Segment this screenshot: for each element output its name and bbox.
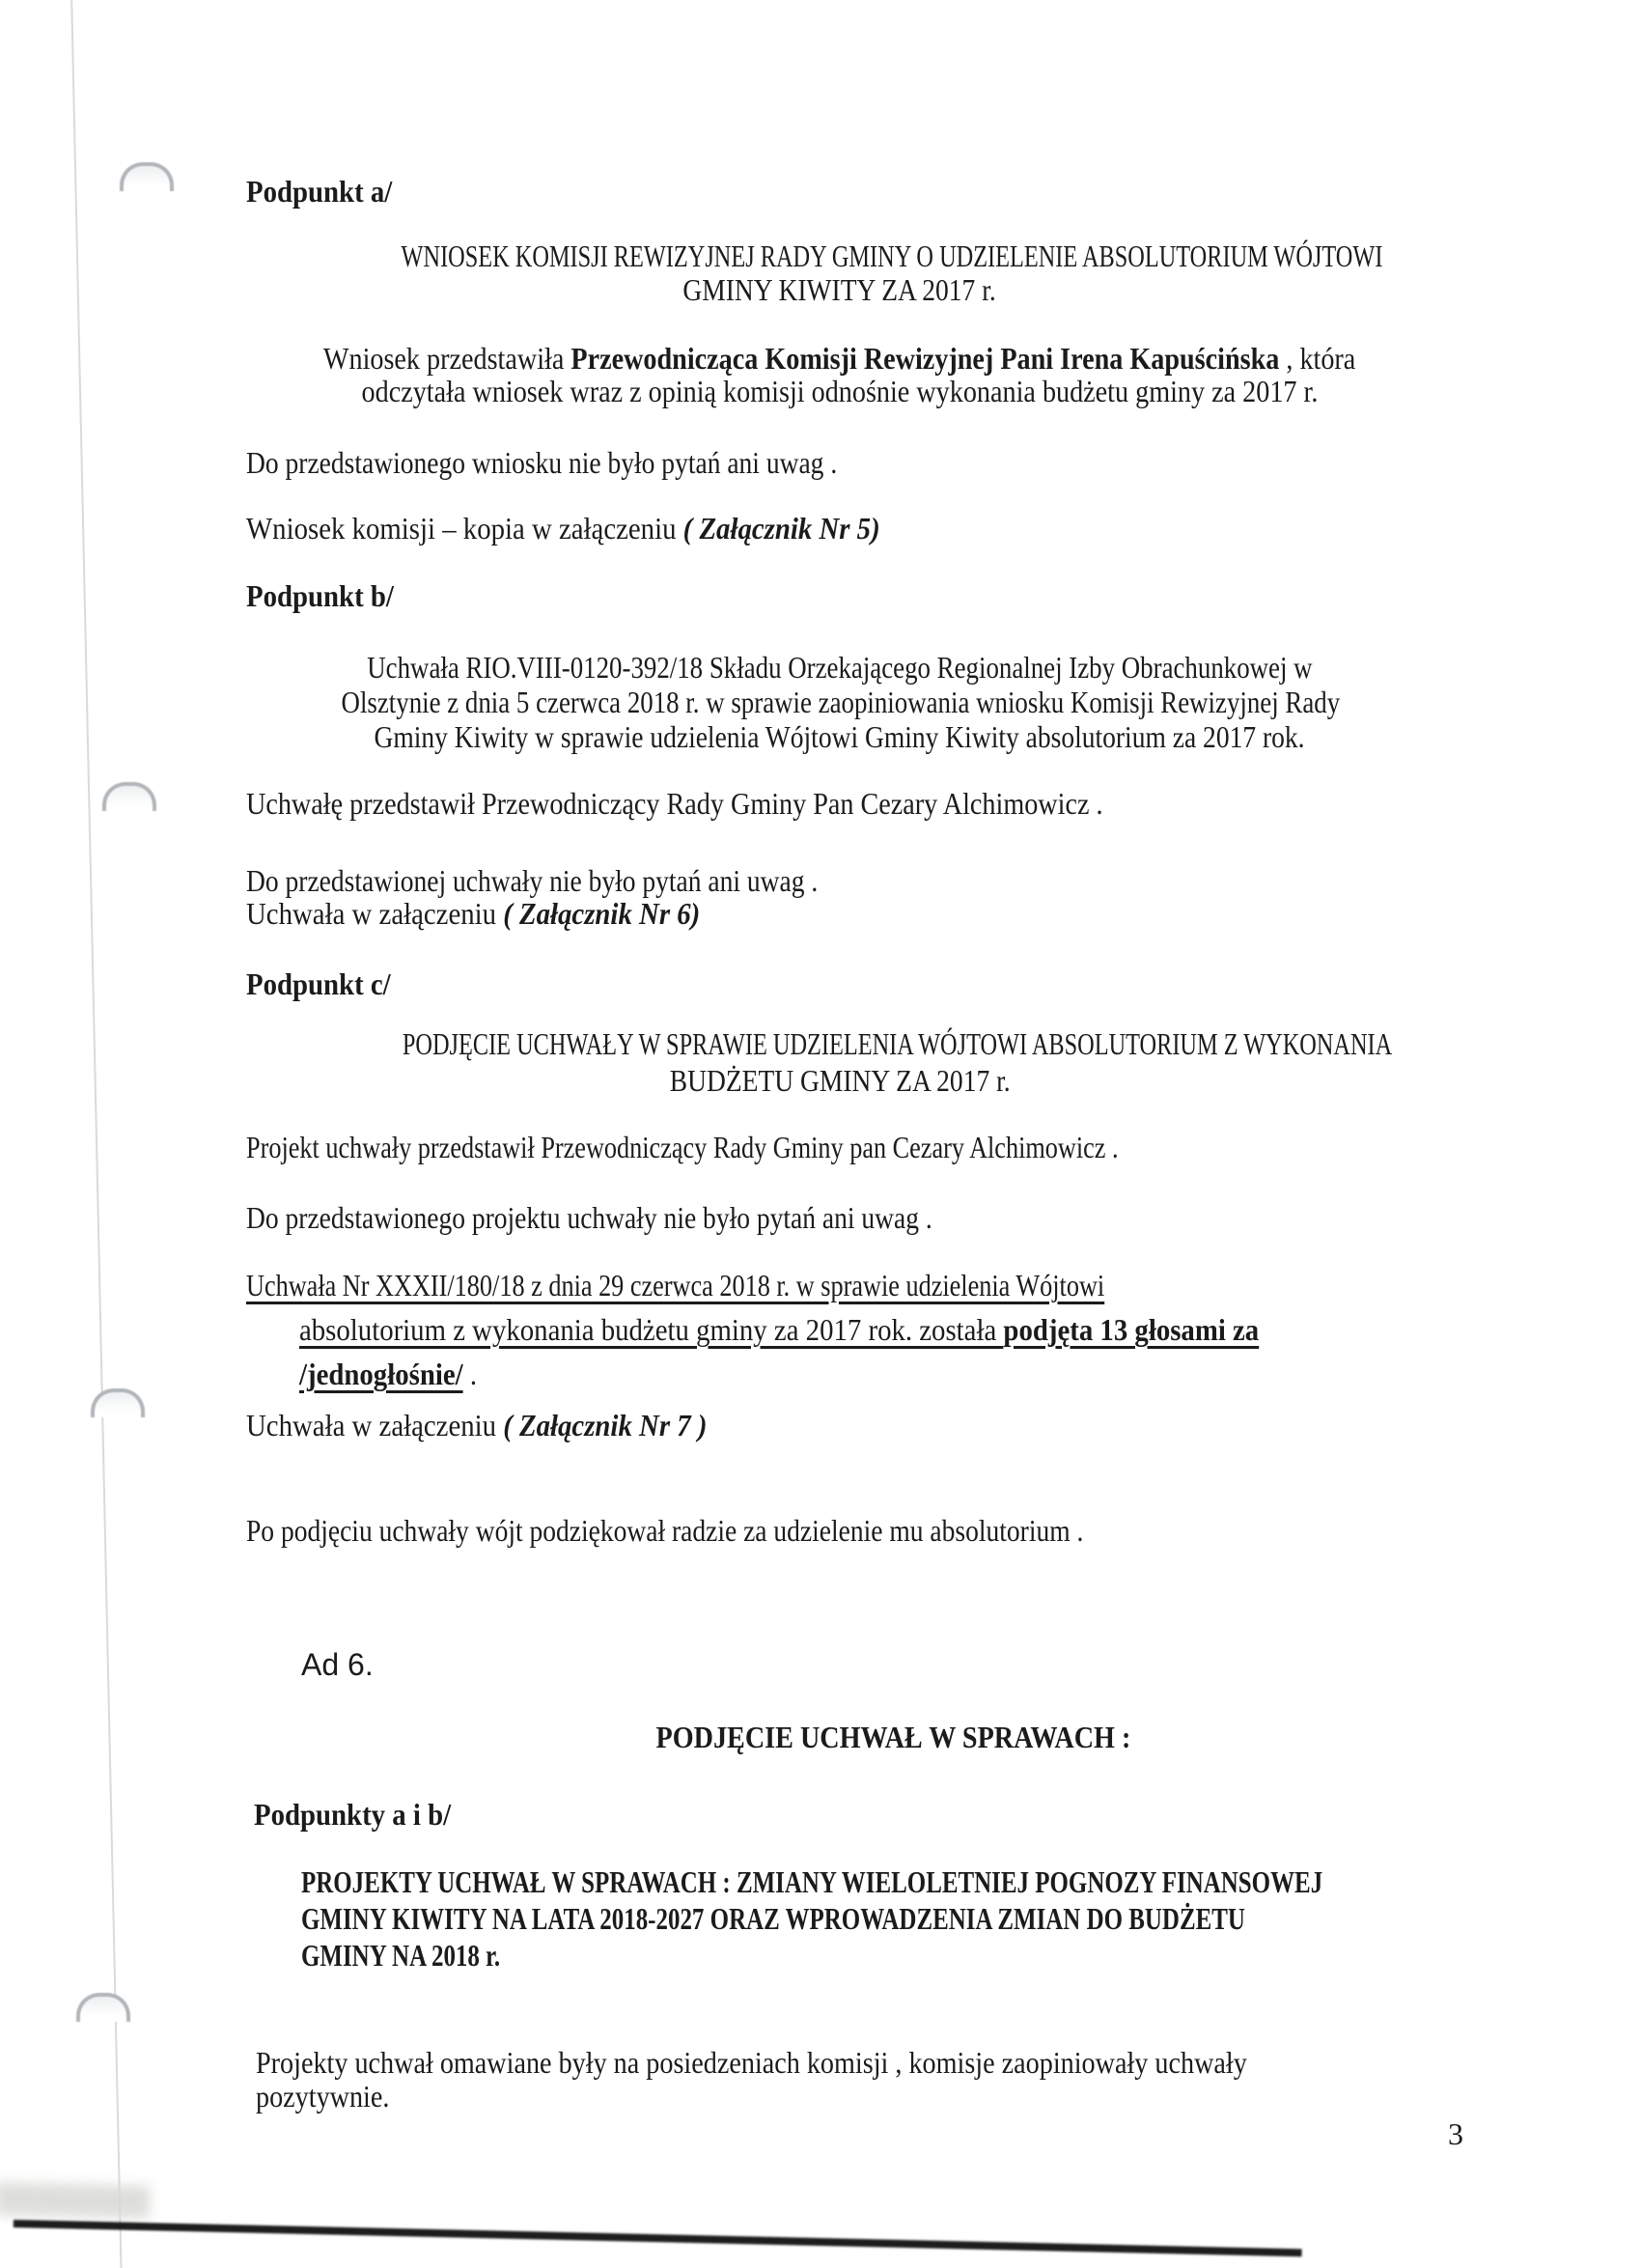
scan-shadow (0, 2182, 150, 2219)
paragraph-projects-note (256, 2046, 1443, 2114)
text-run: Uchwała w załączeniu (246, 1408, 504, 1442)
paragraph-line (246, 650, 1433, 685)
heading-podpunkt-b (246, 578, 1433, 613)
heading-podpunkt-a (246, 174, 1433, 209)
text-run: Uchwała w załączeniu (246, 896, 504, 931)
title-line-1 (301, 1863, 1488, 1900)
section-title-podjecie-uchwaly (246, 1025, 1433, 1099)
scan-edge-line (70, 0, 122, 2268)
paragraph-attachment-7 (246, 1408, 1433, 1442)
punch-hole-1 (120, 162, 174, 191)
heading-text: Podpunkt b/ (246, 578, 394, 613)
title-line-1 (246, 239, 1433, 273)
text-line (246, 1408, 707, 1442)
paragraph-wniosek-intro (246, 342, 1433, 407)
paragraph-rio-resolution (246, 650, 1433, 754)
title-text: GMINY KIWITY NA LATA 2018-2027 ORAZ WPROWADZENIA ZMIAN DO BUDŻETU (301, 1901, 1245, 1936)
title-text: GMINY KIWITY ZA 2017 r. (682, 272, 997, 307)
text-run-bold: Przewodnicząca Komisji Rewizyjnej Pani Irena Kapuścińska (570, 341, 1280, 376)
text-line: Olsztynie z dnia 5 czerwca 2018 r. w sprawie zaopiniowania wniosku Komisji Rewizyjnej Rady (341, 685, 1341, 719)
text-line (323, 342, 1355, 375)
attachment-reference: ( Załącznik Nr 5) (682, 511, 880, 546)
heading-podpunkt-c (246, 966, 1433, 1001)
paragraph-line (246, 375, 1433, 407)
heading-text: Podpunkty a i b/ (254, 1797, 452, 1832)
text-line: Do przedstawionej uchwały nie było pytań ani uwag . (246, 863, 819, 898)
section-title-wniosek (246, 239, 1433, 307)
text-line (246, 511, 880, 546)
title-text: PROJEKTY UCHWAŁ W SPRAWACH : ZMIANY WIELOLETNIEJ POGNOZY FINANSOWEJ (301, 1864, 1323, 1899)
heading-text: PODJĘCIE UCHWAŁ W SPRAWACH : (655, 1720, 1130, 1754)
heading-podpunkty-a-i-b (254, 1797, 1441, 1832)
text-line: Do przedstawionego wniosku nie było pytań ani uwag . (246, 445, 838, 480)
punch-hole-2 (102, 782, 156, 811)
paragraph-line (256, 2046, 1443, 2080)
title-line-3 (301, 1937, 1488, 1974)
attachment-reference: ( Załącznik Nr 6) (503, 896, 701, 931)
paragraph-presented-b (246, 786, 1433, 821)
title-text: WNIOSEK KOMISJI REWIZYJNEJ RADY GMINY O UDZIELENIE ABSOLUTORIUM WÓJTOWI (401, 238, 1383, 273)
page-number: 3 (1448, 2116, 1463, 2151)
text-run: , która (1279, 341, 1356, 376)
text-line (299, 1357, 477, 1391)
text-run: absolutorium z wykonania budżetu gminy za 2017 rok. została (299, 1312, 1004, 1347)
text-run: . (462, 1357, 478, 1391)
paragraph-line (246, 719, 1433, 754)
paragraph-no-questions-a (246, 445, 1433, 480)
paragraph-attachment-5 (246, 511, 1433, 546)
paragraph-line (246, 864, 1433, 897)
text-line: Uchwała Nr XXXII/180/18 z dnia 29 czerwca 2018 r. w sprawie udzielenia Wójtowi (246, 1268, 1105, 1302)
text-line: Uchwała RIO.VIII-0120-392/18 Składu Orzekającego Regionalnej Izby Obrachunkowej w (367, 650, 1313, 685)
paragraph-thanks (246, 1513, 1433, 1548)
paragraph-presented-c (246, 1130, 1433, 1164)
paragraph-line (246, 685, 1433, 719)
paragraph-line (246, 342, 1433, 375)
heading-ad-6 (301, 1647, 1488, 1682)
text-line: Projekty uchwał omawiane były na posiedzeniach komisji , komisje zaopiniowały uchwały (256, 2045, 1247, 2080)
heading-text: Podpunkt c/ (246, 966, 391, 1001)
text-line: odczytała wniosek wraz z opinią komisji odnośnie wykonania budżetu gminy za 2017 r. (361, 374, 1319, 408)
text-line: Po podjęciu uchwały wójt podziękował radzie za udzielenie mu absolutorium . (246, 1513, 1084, 1548)
title-line-1 (246, 1025, 1433, 1062)
text-line (246, 897, 700, 930)
text-line: Do przedstawionego projektu uchwały nie było pytań ani uwag . (246, 1200, 932, 1235)
title-text: BUDŻETU GMINY ZA 2017 r. (669, 1063, 1011, 1098)
paragraph-line (256, 2080, 1443, 2114)
text-run: Wniosek komisji – kopia w załączeniu (246, 511, 683, 546)
projects-title (301, 1863, 1488, 1974)
title-line-2 (246, 1062, 1433, 1099)
paragraph-no-questions-b (246, 864, 1433, 930)
text-line (299, 1312, 1259, 1347)
title-line-2 (301, 1900, 1488, 1937)
paragraph-line (246, 897, 1433, 930)
punch-hole-3 (91, 1388, 145, 1417)
heading-text: Ad 6. (301, 1647, 374, 1682)
title-text: PODJĘCIE UCHWAŁY W SPRAWIE UDZIELENIA WÓJTOWI ABSOLUTORIUM Z WYKONANIA (402, 1026, 1393, 1061)
vote-result-line-1 (246, 1268, 1433, 1302)
text-run-bold: /jednogłośnie/ (299, 1357, 463, 1391)
paragraph-no-questions-c (246, 1200, 1433, 1235)
text-run: Wniosek przedstawiła (323, 341, 571, 376)
text-line: pozytywnie. (256, 2079, 390, 2114)
text-line: Gminy Kiwity w sprawie udzielenia Wójtowi Gminy Kiwity absolutorium za 2017 rok. (374, 719, 1306, 754)
title-line-2 (246, 273, 1433, 307)
text-run-bold: podjęta 13 głosami za (1003, 1312, 1260, 1347)
punch-hole-4 (76, 1993, 130, 2022)
document-content (246, 0, 1433, 2252)
title-text: GMINY NA 2018 r. (301, 1938, 501, 1973)
vote-result-line-3 (299, 1357, 1487, 1391)
vote-result-line-2 (299, 1312, 1487, 1347)
attachment-reference: ( Załącznik Nr 7 ) (503, 1408, 708, 1442)
heading-text: Podpunkt a/ (246, 174, 393, 209)
text-line: Uchwałę przedstawił Przewodniczący Rady Gminy Pan Cezary Alchimowicz . (246, 786, 1103, 821)
heading-podjecie-uchwal (246, 1720, 1433, 1754)
text-line: Projekt uchwały przedstawił Przewodniczący Rady Gminy pan Cezary Alchimowicz . (246, 1130, 1119, 1164)
